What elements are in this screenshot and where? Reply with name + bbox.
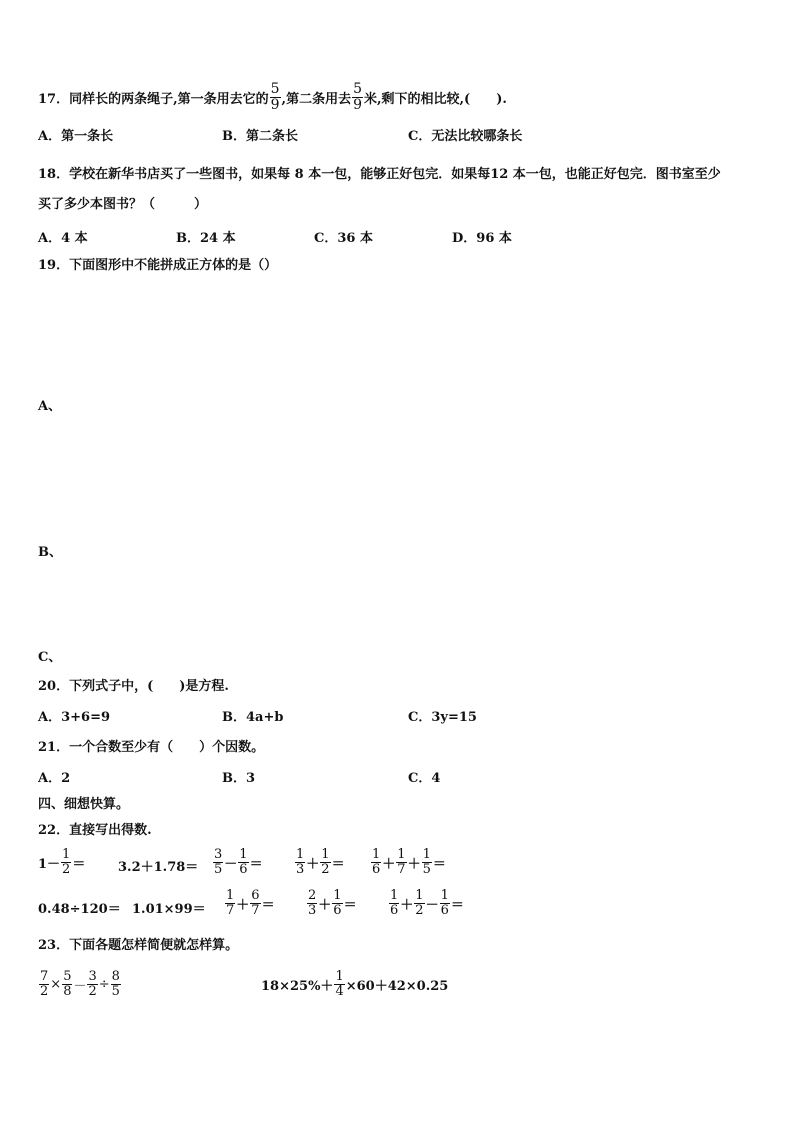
- q21-stem: 21．一个合数至少有（ ）个因数。: [38, 740, 265, 755]
- q19-option-b[interactable]: B、: [38, 545, 62, 560]
- q19-option-a[interactable]: A、: [38, 399, 62, 414]
- q22-r2-expr-4: $\frac{2}{3}$ ＋ $\frac{1}{6}$ ＝: [308, 888, 357, 918]
- q18-option-a[interactable]: A．4 本: [38, 231, 88, 246]
- q18-stem-line2: 买了多少本图书？（ ）: [38, 197, 208, 212]
- q18-stem-line1: 18．学校在新华书店买了一些图书，如果每 8 本一包，能够正好包完．如果每12 本一包，也能正好包完．图书室至少: [38, 167, 721, 182]
- q18-option-d[interactable]: D．96 本: [452, 231, 512, 246]
- q23-expr-1: $\frac{7}{2}$ × $\frac{5}{8}$ － $\frac{3}{2}$ ÷ $\frac{8}{5}$: [40, 969, 120, 999]
- q22-r1-fraction: $\frac{1}{2}$: [62, 847, 71, 877]
- q22-r1-expr-5: $\frac{1}{6}$ ＋ $\frac{1}{7}$ ＋ $\frac{1}{5}$ ＝: [372, 847, 446, 877]
- q21-option-b[interactable]: B．3: [222, 771, 256, 786]
- q22-r2-expr-3: $\frac{1}{7}$ ＋ $\frac{6}{7}$ ＝: [226, 888, 275, 918]
- section-heading: 四、细想快算。: [38, 797, 130, 812]
- q17-option-c[interactable]: C．无法比较哪条长: [408, 129, 523, 144]
- q23-expr-2: 18×25%＋ $\frac{1}{4}$ ×60＋42×0.25: [261, 969, 449, 999]
- q21-option-c[interactable]: C．4: [408, 771, 441, 786]
- q19-stem: 19．下面图形中不能拼成正方体的是（）: [38, 258, 278, 273]
- q17-option-a[interactable]: A．第一条长: [38, 129, 114, 144]
- q17-fraction-2: $\frac{5}{9}$: [353, 81, 362, 113]
- q20-option-a[interactable]: A．3+6=9: [38, 710, 111, 725]
- q22-r1-expr-2: 3.2＋1.78＝: [118, 860, 199, 875]
- q18-option-b[interactable]: B．24 本: [176, 231, 236, 246]
- q22-r1-expr-1: 1－ $\frac{1}{2}$ ＝: [38, 847, 86, 877]
- q17-option-b[interactable]: B．第二条长: [222, 129, 298, 144]
- q21-option-a[interactable]: A．2: [38, 771, 71, 786]
- q17-mid: ,第二条用去: [281, 91, 352, 107]
- q20-stem: 20．下列式子中，( )是方程.: [38, 679, 229, 694]
- q22-r2-expr-5: $\frac{1}{6}$ ＋ $\frac{1}{2}$ － $\frac{1}{6}$ ＝: [390, 888, 464, 918]
- q19-option-c[interactable]: C、: [38, 650, 62, 665]
- q22-r2-expr-1: 0.48÷120＝: [38, 902, 121, 917]
- q22-r1-expr-3: $\frac{3}{5}$ － $\frac{1}{6}$ ＝: [214, 847, 263, 877]
- q18-option-c[interactable]: C．36 本: [314, 231, 373, 246]
- q17-stem: [38, 82, 507, 112]
- q22-r1-expr-4: $\frac{1}{3}$ ＋ $\frac{1}{2}$ ＝: [296, 847, 345, 877]
- q20-option-c[interactable]: C．3y=15: [408, 710, 477, 725]
- q17-fraction-1: $\frac{5}{9}$: [270, 81, 280, 113]
- q17-suffix: 米,剩下的相比较,( ).: [364, 91, 507, 107]
- q22-r2-expr-2: 1.01×99＝: [132, 902, 206, 917]
- q20-option-b[interactable]: B．4a+b: [222, 710, 284, 725]
- q22-stem: 22．直接写出得数.: [38, 823, 152, 838]
- q23-stem: 23．下面各题怎样简便就怎样算。: [38, 938, 239, 953]
- q17-prefix: 17．同样长的两条绳子,第一条用去它的: [38, 91, 269, 107]
